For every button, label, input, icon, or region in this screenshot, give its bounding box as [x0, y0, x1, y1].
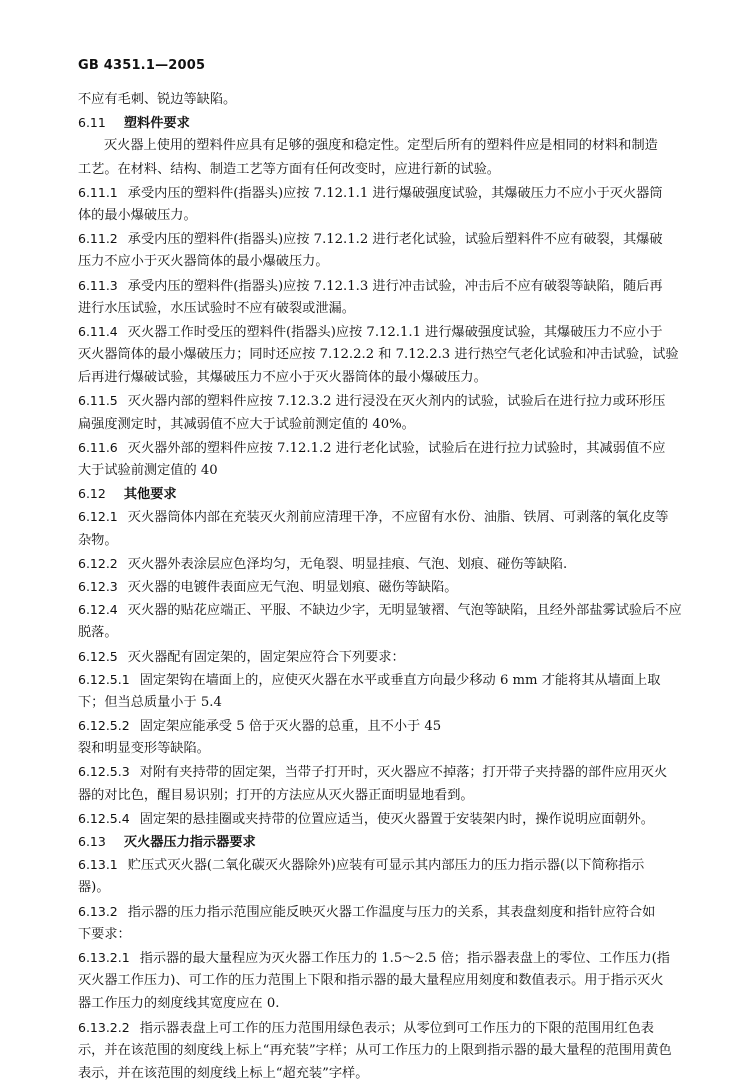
line-text: 器)。 — [78, 880, 110, 895]
text-line — [78, 737, 698, 760]
line-text: 灭火器筒体的最小爆破压力；同时还应按 7.12.2.2 和 7.12.2.3 进行热空气老化试验和冲击试验，试验 — [78, 347, 679, 362]
text-line — [78, 320, 698, 343]
text-line — [78, 575, 698, 598]
clause-number: 6.12.5.1 — [78, 672, 130, 687]
clause-paragraph — [78, 181, 698, 227]
clause-paragraph — [78, 505, 698, 551]
text-line — [78, 181, 698, 204]
text-line — [78, 1062, 698, 1085]
clause-paragraph — [78, 389, 698, 435]
text-line — [78, 297, 698, 320]
text-line — [78, 946, 698, 969]
clause-paragraph — [78, 88, 698, 111]
text-line — [78, 645, 698, 668]
text-line — [78, 876, 698, 899]
line-text: 压力不应小于灭火器筒体的最小爆破压力。 — [78, 254, 329, 269]
section-heading — [78, 482, 698, 505]
line-text: 脱落。 — [78, 625, 118, 640]
clause-paragraph — [78, 436, 698, 482]
line-text: 固定架的悬挂圈或夹持带的位置应适当，使灭火器置于安装架内时，操作说明应面朝外。 — [140, 812, 654, 827]
text-line — [78, 992, 698, 1015]
text-line — [78, 1016, 698, 1039]
line-text: 扁强度测定时，其减弱值不应大于试验前测定值的 40%。 — [78, 417, 415, 432]
clause-number: 6.13.2.2 — [78, 1020, 130, 1035]
line-text: 贮压式灭火器(二氧化碳灭火器除外)应装有可显示其内部压力的压力指示器(以下简称指示 — [128, 858, 645, 873]
clause-paragraph — [78, 227, 698, 273]
line-text: 裂和明显变形等缺陷。 — [78, 741, 210, 756]
clause-number: 6.13 — [78, 834, 106, 849]
line-text: 灭火器外部的塑料件应按 7.12.1.2 进行老化试验，试验后在进行拉力试验时，其减弱值不应 — [128, 441, 666, 456]
text-line — [78, 784, 698, 807]
clause-paragraph — [78, 598, 698, 644]
line-text: 灭火器工作压力)、可工作的压力范围上下限和指示器的最大量程应用刻度和数值表示。用于指示灭火 — [78, 973, 663, 988]
text-line — [78, 134, 698, 157]
text-line — [78, 343, 698, 366]
line-text: 承受内压的塑料件(指器头)应按 7.12.1.3 进行冲击试验，冲击后不应有破裂等缺陷，随后再 — [128, 279, 663, 294]
text-line — [78, 227, 698, 250]
clause-paragraph — [78, 900, 698, 946]
line-text: 灭火器内部的塑料件应按 7.12.3.2 进行浸没在灭火剂内的试验，试验后在进行拉力或环形压 — [128, 394, 666, 409]
heading-line — [78, 830, 698, 853]
line-text: 灭火器的贴花应端正、平服、不缺边少字，无明显皱褶、气泡等缺陷，且经外部盐雾试验后不应 — [128, 603, 682, 618]
clause-number: 6.11.1 — [78, 185, 118, 200]
line-text: 下要求： — [78, 927, 131, 942]
clause-number: 6.12.5.4 — [78, 811, 130, 826]
section-heading — [78, 830, 698, 853]
text-line — [78, 158, 698, 181]
clause-number: 6.11 — [78, 115, 106, 130]
text-line — [78, 714, 698, 737]
clause-number: 6.12.5.2 — [78, 718, 130, 733]
clause-number: 6.12.5 — [78, 649, 118, 664]
line-text: 杂物。 — [78, 533, 118, 548]
text-line — [78, 88, 698, 111]
text-line — [78, 274, 698, 297]
clause-paragraph — [78, 134, 698, 180]
line-text: 灭火器工作时受压的塑料件(指器头)应按 7.12.1.1 进行爆破强度试验，其爆破压力不应小于 — [128, 325, 663, 340]
clause-number: 6.11.4 — [78, 324, 118, 339]
text-line — [78, 1039, 698, 1062]
line-text: 进行水压试验，水压试验时不应有破裂或泄漏。 — [78, 301, 355, 316]
line-text: 灭火器的电镀件表面应无气泡、明显划痕、磁伤等缺陷。 — [128, 580, 458, 595]
clause-number: 6.13.2.1 — [78, 950, 130, 965]
clause-number: 6.12.1 — [78, 509, 118, 524]
line-text: 器的对比色，醒目易识别；打开的方法应从灭火器正面明显地看到。 — [78, 788, 474, 803]
clause-number: 6.11.5 — [78, 393, 118, 408]
heading-title: 灭火器压力指示器要求 — [124, 835, 256, 850]
clause-number: 6.11.2 — [78, 231, 118, 246]
heading-line — [78, 482, 698, 505]
clause-number: 6.13.2 — [78, 904, 118, 919]
line-text: 灭火器筒体内部在充装灭火剂前应清理干净，不应留有水份、油脂、铁屑、可剥落的氧化皮等 — [128, 510, 669, 525]
line-text: 灭火器上使用的塑料件应具有足够的强度和稳定性。定型后所有的塑料件应是相同的材料和制造 — [104, 138, 658, 153]
text-line — [78, 529, 698, 552]
text-line — [78, 552, 698, 575]
line-text: 灭火器配有固定架的，固定架应符合下列要求： — [128, 650, 405, 665]
text-line — [78, 250, 698, 273]
text-line — [78, 621, 698, 644]
line-text: 灭火器外表涂层应色泽均匀，无龟裂、明显挂痕、气泡、划痕、碰伤等缺陷. — [128, 557, 567, 572]
text-line — [78, 436, 698, 459]
clause-number: 6.12 — [78, 486, 106, 501]
text-line — [78, 204, 698, 227]
line-text: 工艺。在材料、结构、制造工艺等方面有任何改变时，应进行新的试验。 — [78, 162, 500, 177]
clause-paragraph — [78, 575, 698, 598]
clause-number: 6.12.3 — [78, 579, 118, 594]
line-text: 对附有夹持带的固定架，当带子打开时，灭火器应不掉落；打开带子夹持器的部件应用灭火 — [140, 765, 668, 780]
clause-number: 6.12.2 — [78, 556, 118, 571]
heading-title: 塑料件要求 — [124, 116, 190, 131]
clause-paragraph — [78, 320, 698, 390]
clause-number: 6.12.5.3 — [78, 764, 130, 779]
line-text: 后再进行爆破试验，其爆破压力不应小于灭火器筒体的最小爆破压力。 — [78, 370, 487, 385]
line-text: 指示器的压力指示范围应能反映灭火器工作温度与压力的关系，其表盘刻度和指针应符合如 — [128, 905, 656, 920]
line-text: 体的最小爆破压力。 — [78, 208, 197, 223]
text-line — [78, 598, 698, 621]
clause-number: 6.12.4 — [78, 602, 118, 617]
standard-code: GB 4351.1—2005 — [78, 58, 205, 73]
line-text: 大于试验前测定值的 40 — [78, 463, 218, 478]
text-line — [78, 760, 698, 783]
text-line — [78, 900, 698, 923]
document-body — [78, 88, 698, 1085]
clause-paragraph — [78, 274, 698, 320]
text-line — [78, 923, 698, 946]
line-text: 指示器表盘上可工作的压力范围用绿色表示；从零位到可工作压力的下限的范围用红色表 — [140, 1021, 654, 1036]
line-text: 下；但当总质量小于 5.4 — [78, 695, 222, 710]
clause-paragraph — [78, 1016, 698, 1085]
line-text: 固定架应能承受 5 倍于灭火器的总重，且不小于 45 — [140, 719, 442, 734]
text-line — [78, 807, 698, 830]
line-text: 器工作压力的刻度线其宽度应在 0. — [78, 996, 279, 1011]
text-line — [78, 366, 698, 389]
line-text: 承受内压的塑料件(指器头)应按 7.12.1.1 进行爆破强度试验，其爆破压力不应小于灭火器筒 — [128, 186, 663, 201]
line-text: 承受内压的塑料件(指器头)应按 7.12.1.2 进行老化试验，试验后塑料件不应有破裂，其爆破 — [128, 232, 663, 247]
clause-paragraph — [78, 760, 698, 806]
text-line — [78, 389, 698, 412]
heading-line — [78, 111, 698, 134]
text-line — [78, 505, 698, 528]
line-text: 不应有毛刺、锐边等缺陷。 — [78, 92, 236, 107]
text-line — [78, 459, 698, 482]
text-line — [78, 691, 698, 714]
clause-number: 6.13.1 — [78, 857, 118, 872]
line-text: 固定架钩在墙面上的，应使灭火器在水平或垂直方向最少移动 6 mm 才能将其从墙面上取 — [140, 673, 661, 688]
text-line — [78, 969, 698, 992]
clause-paragraph — [78, 552, 698, 575]
clause-paragraph — [78, 807, 698, 830]
line-text: 示，并在该范围的刻度线上标上“再充装”字样；从可工作压力的上限到指示器的最大量程的范围用黄色 — [78, 1043, 672, 1058]
clause-paragraph — [78, 668, 698, 714]
clause-paragraph — [78, 946, 698, 1016]
clause-number: 6.11.3 — [78, 278, 118, 293]
text-line — [78, 668, 698, 691]
clause-paragraph — [78, 714, 698, 760]
line-text: 指示器的最大量程应为灭火器工作压力的 1.5～2.5 倍；指示器表盘上的零位、工作压力(指 — [140, 951, 670, 966]
section-heading — [78, 111, 698, 134]
clause-paragraph — [78, 853, 698, 899]
clause-paragraph — [78, 645, 698, 668]
heading-title: 其他要求 — [124, 487, 177, 502]
clause-number: 6.11.6 — [78, 440, 118, 455]
text-line — [78, 853, 698, 876]
line-text: 表示，并在该范围的刻度线上标上“超充装”字样。 — [78, 1066, 368, 1081]
text-line — [78, 413, 698, 436]
